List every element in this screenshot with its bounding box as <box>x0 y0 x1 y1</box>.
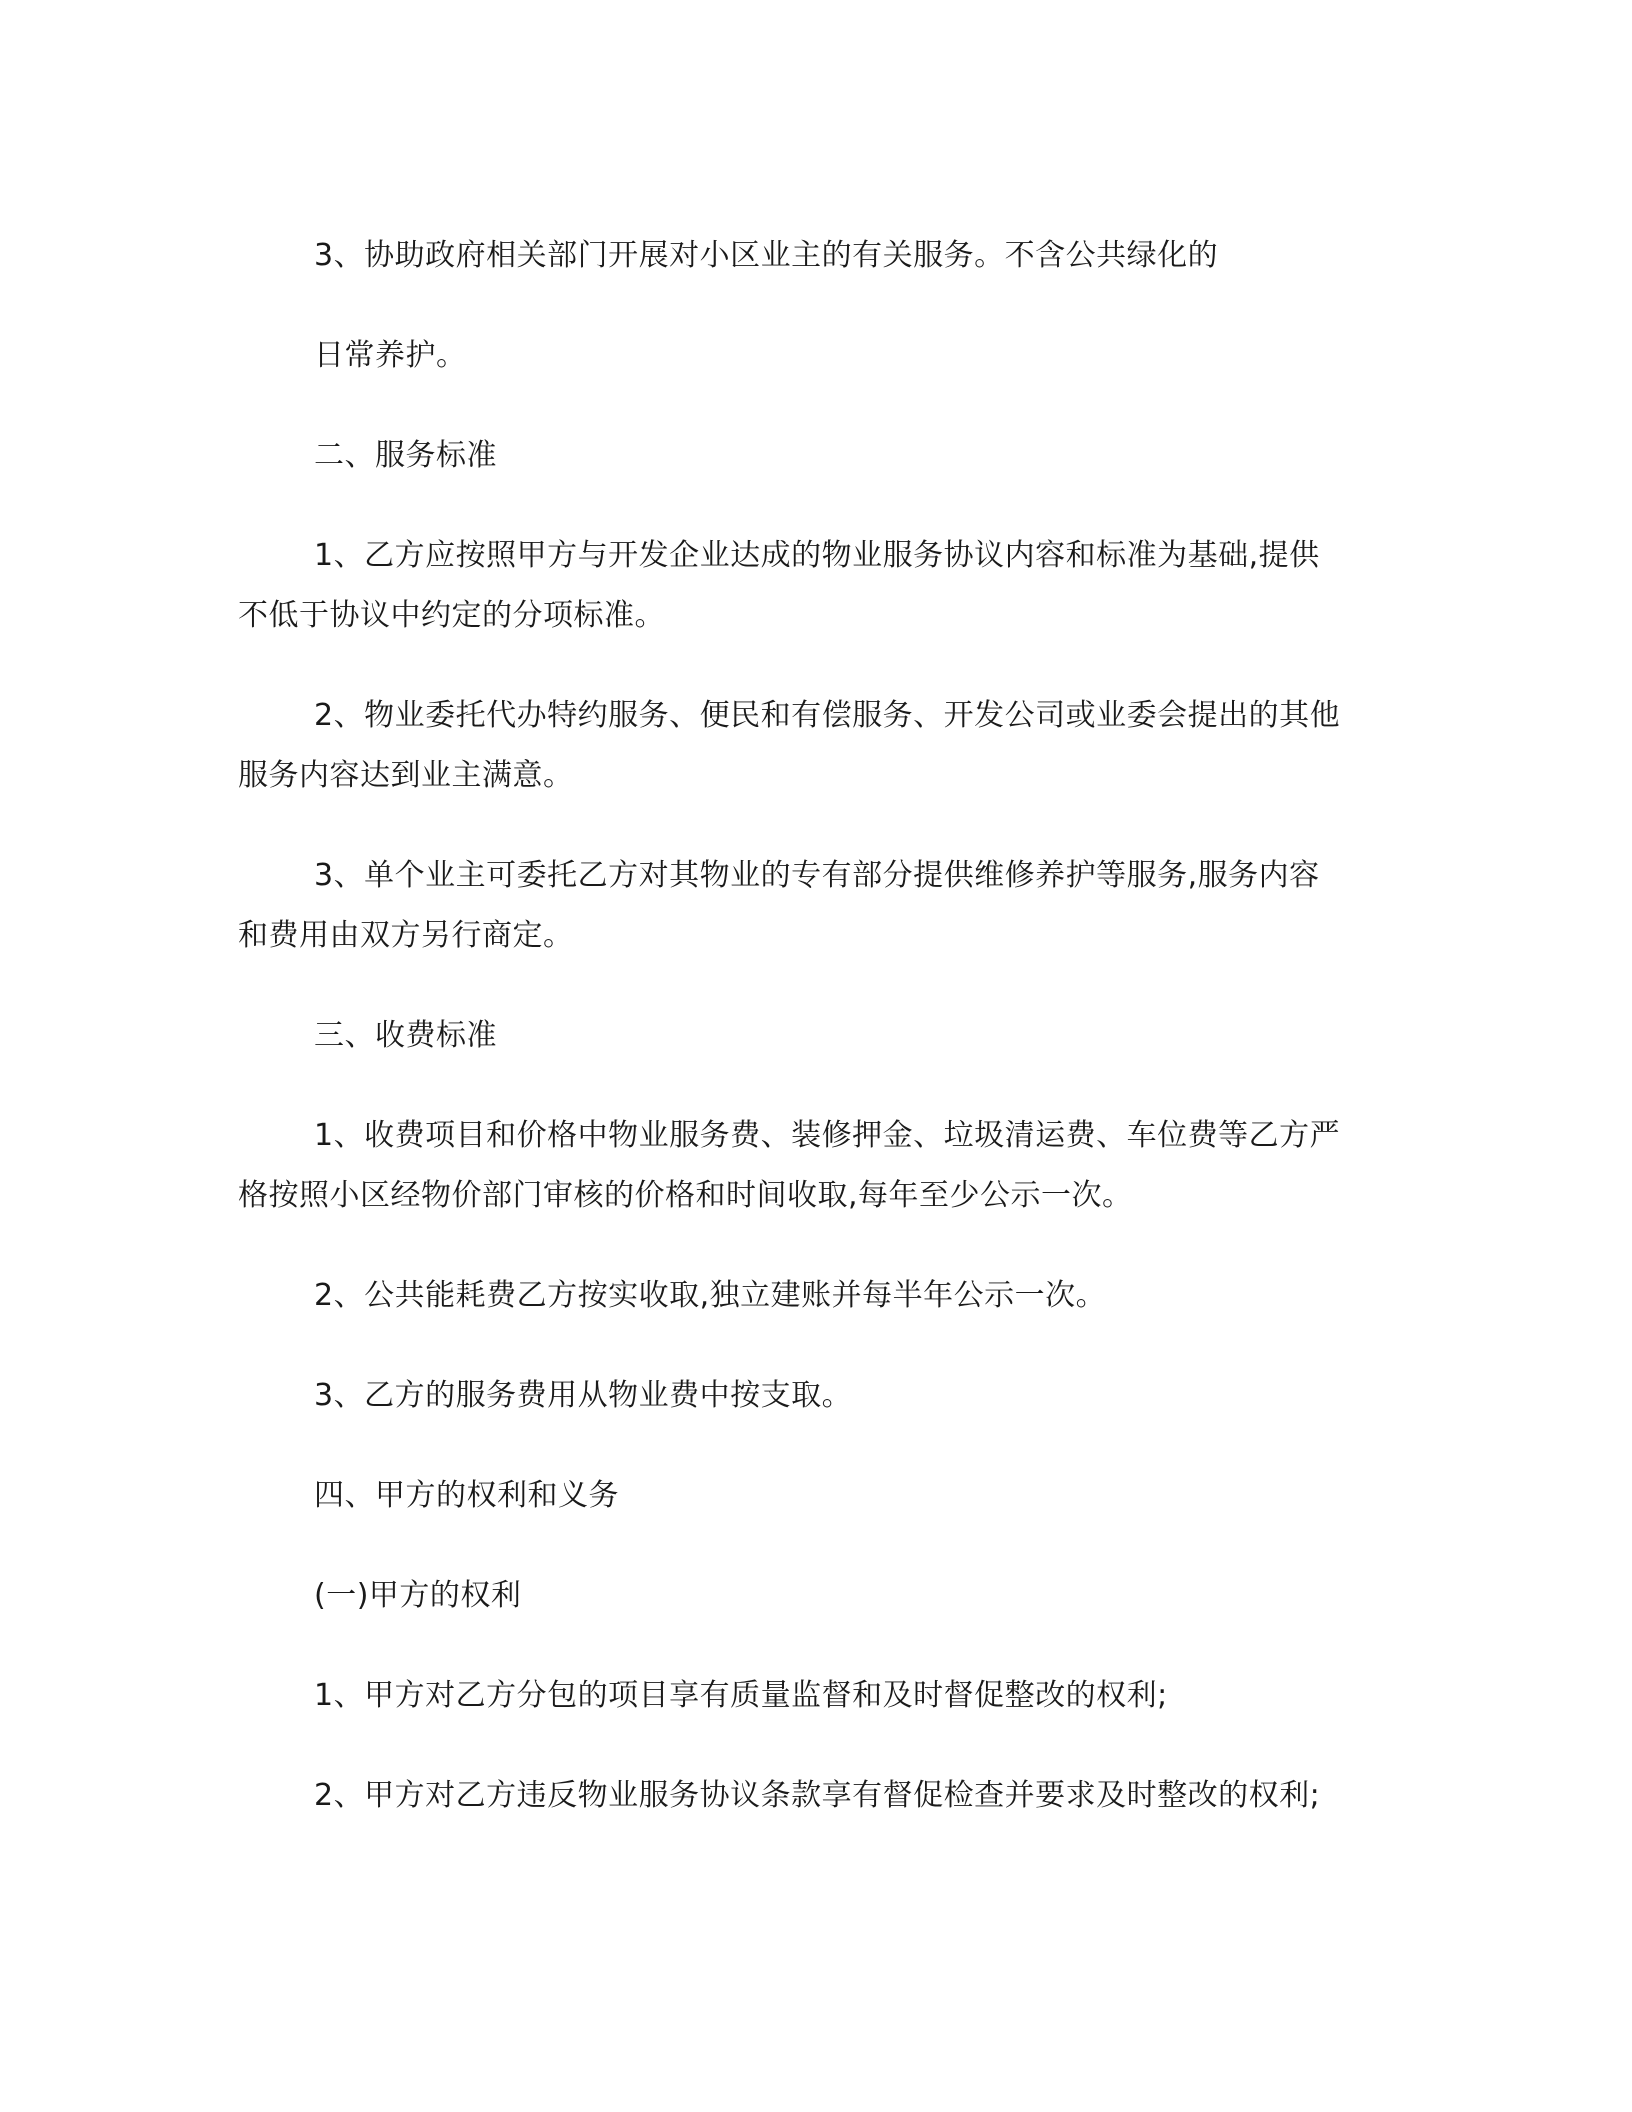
paragraph-line: 格按照小区经物价部门审核的价格和时间收取,每年至少公示一次。 <box>238 1178 1133 1213</box>
paragraph-line: 1、乙方应按照甲方与开发企业达成的物业服务协议内容和标准为基础,提供 <box>314 538 1320 573</box>
section-heading: 三、收费标准 <box>314 1018 497 1053</box>
paragraph-line: 3、单个业主可委托乙方对其物业的专有部分提供维修养护等服务,服务内容 <box>314 858 1320 893</box>
subsection-heading: (一)甲方的权利 <box>314 1578 522 1613</box>
paragraph-line: 不低于协议中约定的分项标准。 <box>238 598 665 633</box>
paragraph-line: 3、协助政府相关部门开展对小区业主的有关服务。不含公共绿化的 <box>314 238 1219 273</box>
paragraph-line: 1、甲方对乙方分包的项目享有质量监督和及时督促整改的权利; <box>314 1678 1168 1713</box>
paragraph-line: 日常养护。 <box>314 338 467 373</box>
paragraph-line: 3、乙方的服务费用从物业费中按支取。 <box>314 1378 853 1413</box>
section-heading: 四、甲方的权利和义务 <box>314 1478 619 1513</box>
paragraph-line: 1、收费项目和价格中物业服务费、装修押金、垃圾清运费、车位费等乙方严 <box>314 1118 1341 1153</box>
paragraph-line: 和费用由双方另行商定。 <box>238 918 574 953</box>
paragraph-line: 2、甲方对乙方违反物业服务协议条款享有督促检查并要求及时整改的权利; <box>314 1778 1321 1813</box>
paragraph-line: 2、公共能耗费乙方按实收取,独立建账并每半年公示一次。 <box>314 1278 1107 1313</box>
paragraph-line: 2、物业委托代办特约服务、便民和有偿服务、开发公司或业委会提出的其他 <box>314 698 1341 733</box>
paragraph-line: 服务内容达到业主满意。 <box>238 758 574 793</box>
section-heading: 二、服务标准 <box>314 438 497 473</box>
